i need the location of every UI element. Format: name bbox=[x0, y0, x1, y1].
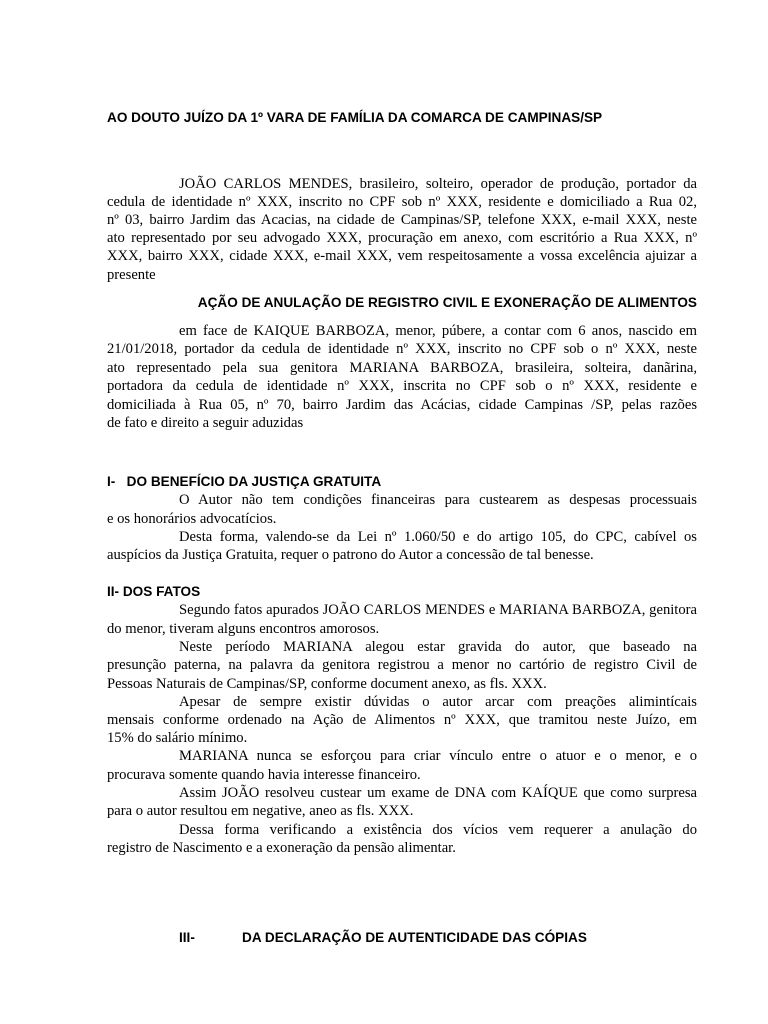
section-2-line: Dessa forma verificando a existência dos vícios vem requerer a anulação do bbox=[179, 822, 697, 838]
intro-line: ato representado por seu advogado XXX, procuração em anexo, com escritório a Rua XXX, nº bbox=[107, 230, 697, 246]
action-title: AÇÃO DE ANULAÇÃO DE REGISTRO CIVIL E EXONERAÇÃO DE ALIMENTOS bbox=[197, 295, 697, 310]
section-2-line: Segundo fatos apurados JOÃO CARLOS MENDES e MARIANA BARBOZA, genitora bbox=[179, 602, 697, 618]
defendant-line: domiciliada à Rua 05, nº 70, bairro Jardim das Acácias, cidade Campinas /SP, pelas razões bbox=[107, 397, 697, 413]
section-1-line: O Autor não tem condições financeiras para custearem as despesas processuais bbox=[179, 492, 697, 508]
intro-line: XXX, bairro XXX, cidade XXX, e-mail XXX, vem respeitosamente a vossa excelência ajuizar a bbox=[107, 248, 697, 264]
defendant-line: de fato e direito a seguir aduzidas bbox=[107, 415, 304, 431]
section-2-line: MARIANA nunca se esforçou para criar vínculo entre o atuor e o menor, e o bbox=[179, 748, 697, 764]
section-2-heading: II- DOS FATOS bbox=[107, 584, 201, 599]
section-2-line: Apesar de sempre existir dúvidas o autor arcar com preações alimintícais bbox=[179, 694, 697, 710]
section-1-line: auspícios da Justiça Gratuita, requer o patrono do Autor a concessão de tal benesse. bbox=[107, 547, 594, 563]
section-2-line: Assim JOÃO resolveu custear um exame de DNA com KAÍQUE que como surpresa bbox=[179, 785, 697, 801]
intro-line: presente bbox=[107, 267, 156, 283]
defendant-line: portadora da cedula de identidade nº XXX, inscrita no CPF sob o nº XXX, residente e bbox=[107, 378, 697, 394]
section-2-line: para o autor resultou em negative, aneo as fls. XXX. bbox=[107, 803, 414, 819]
section-1-heading bbox=[107, 473, 697, 491]
section-2-line: procurava somente quando havia interesse financeiro. bbox=[107, 767, 421, 783]
section-1-line: e os honorários advocatícios. bbox=[107, 511, 277, 527]
intro-line: nº 03, bairro Jardim das Acacias, na cidade de Campinas/SP, telefone XXX, e-mail XXX, neste bbox=[107, 212, 697, 228]
section-2-line: 15% do salário mínimo. bbox=[107, 730, 248, 746]
section-2-line: registro de Nascimento e a exoneração da pensão alimentar. bbox=[107, 840, 456, 856]
section-2-line: Pessoas Naturais de Campinas/SP, conforme document anexo, as fls. XXX. bbox=[107, 676, 547, 692]
section-1-number: I- bbox=[107, 474, 116, 489]
section-1-title: DO BENEFÍCIO DA JUSTIÇA GRATUITA bbox=[126, 474, 382, 489]
section-2-line: Neste período MARIANA alegou estar gravida do autor, que baseado na bbox=[179, 639, 697, 655]
intro-line: JOÃO CARLOS MENDES, brasileiro, solteiro, operador de produção, portador da bbox=[179, 176, 697, 192]
court-header: AO DOUTO JUÍZO DA 1º VARA DE FAMÍLIA DA COMARCA DE CAMPINAS/SP bbox=[107, 110, 603, 125]
section-3-number: III- bbox=[179, 930, 195, 945]
section-2-line: mensais conforme ordenado na Ação de Alimentos nº XXX, que tramitou neste Juízo, em bbox=[107, 712, 697, 728]
section-3-title: DA DECLARAÇÃO DE AUTENTICIDADE DAS CÓPIAS bbox=[242, 930, 587, 945]
defendant-line: 21/01/2018, portador da cedula de identidade nº XXX, inscrito no CPF sob o nº XXX, neste bbox=[107, 341, 697, 357]
section-2-line: presunção paterna, na palavra da genitora registrou a menor no cartório de registro Civil de bbox=[107, 657, 697, 673]
section-1-line: Desta forma, valendo-se da Lei nº 1.060/50 e do artigo 105, do CPC, cabível os bbox=[179, 529, 697, 545]
defendant-line: ato representado pela sua genitora MARIANA BARBOZA, brasileira, solteira, danãrina, bbox=[107, 360, 697, 376]
intro-line: cedula de identidade nº XXX, inscrito no CPF sob nº XXX, residente e domiciliado a Rua 02, bbox=[107, 194, 697, 210]
defendant-line: em face de KAIQUE BARBOZA, menor, púbere, a contar com 6 anos, nascido em bbox=[179, 323, 697, 339]
section-2-line: do menor, tiveram alguns encontros amorosos. bbox=[107, 621, 380, 637]
